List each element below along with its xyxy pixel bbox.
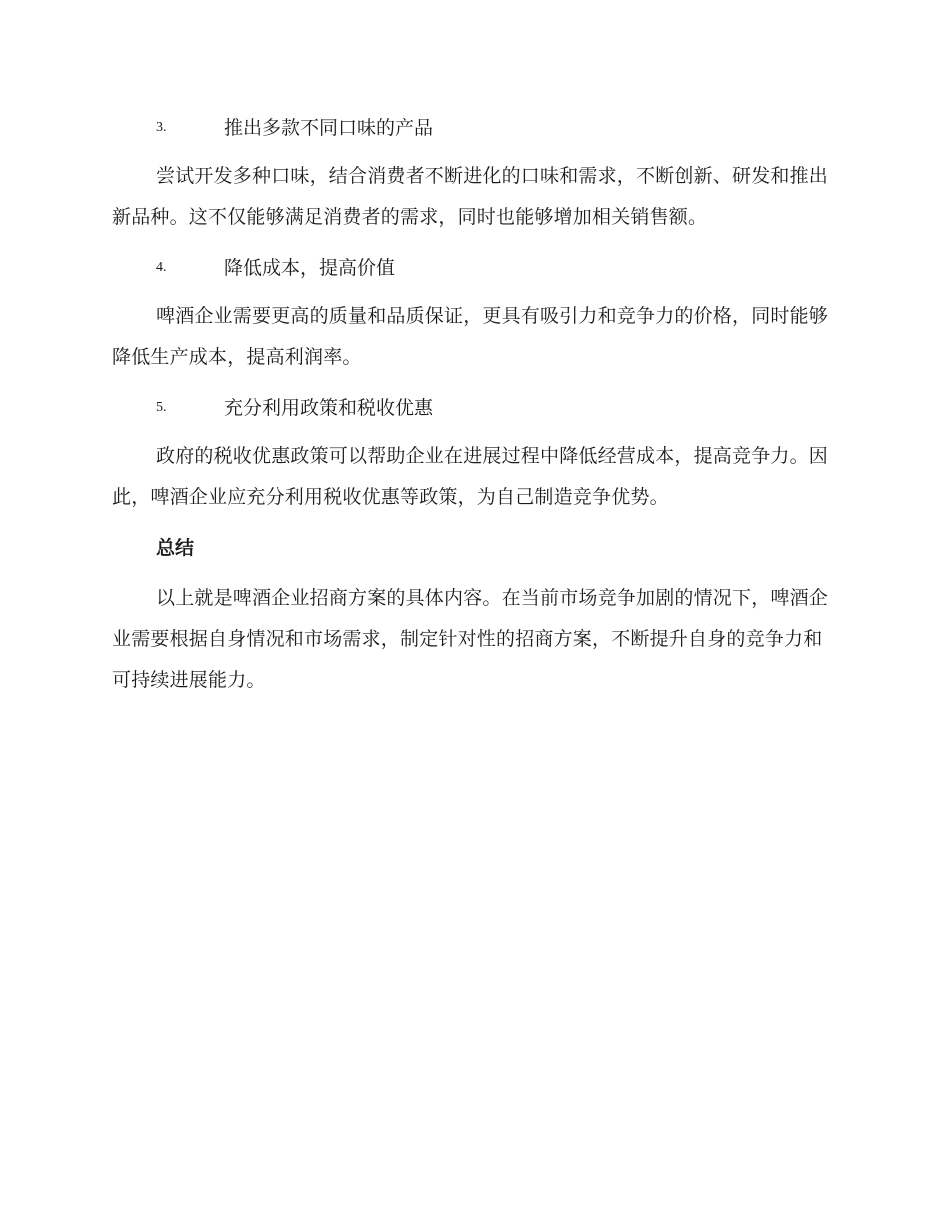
list-title: 推出多款不同口味的产品 bbox=[224, 117, 434, 139]
list-item-heading-3 bbox=[112, 112, 832, 144]
summary-heading: 总结 bbox=[156, 537, 195, 559]
document-content bbox=[112, 112, 832, 715]
list-title: 降低成本，提高价值 bbox=[224, 257, 396, 279]
list-item-heading-5 bbox=[112, 392, 832, 424]
list-number: 3. bbox=[156, 120, 167, 135]
summary-paragraph: 以上就是啤酒企业招商方案的具体内容。在当前市场竞争加剧的情况下，啤酒企业需要根据自身情况和市场需求，制定针对性的招商方案，不断提升自身的竞争力和可持续进展能力。 bbox=[112, 587, 829, 691]
list-title: 充分利用政策和税收优惠 bbox=[224, 397, 434, 419]
list-number: 5. bbox=[156, 400, 167, 415]
paragraph: 政府的税收优惠政策可以帮助企业在进展过程中降低经营成本，提高竞争力。因此，啤酒企业应充分利用税收优惠等政策，为自己制造竞争优势。 bbox=[112, 445, 829, 508]
list-item-heading-4 bbox=[112, 252, 832, 284]
paragraph: 尝试开发多种口味，结合消费者不断进化的口味和需求，不断创新、研发和推出新品种。这不仅能够满足消费者的需求，同时也能够增加相关销售额。 bbox=[112, 165, 829, 228]
list-number: 4. bbox=[156, 260, 167, 275]
paragraph: 啤酒企业需要更高的质量和品质保证，更具有吸引力和竞争力的价格，同时能够降低生产成本，提高利润率。 bbox=[112, 305, 829, 368]
